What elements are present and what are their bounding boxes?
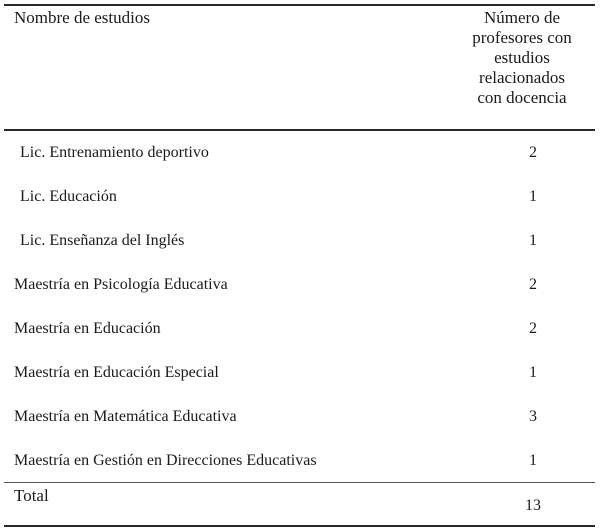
table-row <box>0 273 600 297</box>
teacher-count: 2 <box>529 144 537 161</box>
table-row <box>0 229 600 253</box>
total-count: 13 <box>525 497 541 514</box>
table-row <box>0 449 600 473</box>
study-name: Lic. Entrenamiento deportivo <box>20 144 209 161</box>
teacher-count: 1 <box>529 364 537 381</box>
teacher-count: 1 <box>529 232 537 249</box>
study-name: Maestría en Educación <box>14 320 161 337</box>
table-row <box>0 185 600 209</box>
header-line: Número de <box>483 8 560 27</box>
teacher-count: 1 <box>529 188 537 205</box>
table-bottom-rule <box>4 525 595 527</box>
table-row <box>0 141 600 165</box>
table-top-rule <box>4 4 595 6</box>
header-line: con docencia <box>477 88 567 107</box>
study-name: Maestría en Psicología Educativa <box>14 276 228 293</box>
table-row <box>0 405 600 429</box>
total-separator-rule <box>4 482 595 483</box>
teacher-count: 2 <box>529 320 537 337</box>
teacher-count: 1 <box>529 452 537 469</box>
table-row <box>0 317 600 341</box>
study-name: Maestría en Gestión en Direcciones Educativas <box>14 452 317 469</box>
teacher-count: 2 <box>529 276 537 293</box>
study-name: Lic. Educación <box>20 188 117 205</box>
teacher-count: 3 <box>529 408 537 425</box>
study-name: Lic. Enseñanza del Inglés <box>20 232 185 249</box>
header-line: relacionados <box>479 68 565 87</box>
table-row <box>0 361 600 385</box>
header-line: estudios <box>494 48 550 67</box>
header-rule <box>4 129 595 131</box>
header-teacher-count <box>452 8 592 108</box>
header-line: profesores con <box>472 28 572 47</box>
header-studies-name: Nombre de estudios <box>14 8 150 27</box>
study-name: Maestría en Matemática Educativa <box>14 408 237 425</box>
total-label: Total <box>14 486 49 505</box>
study-name: Maestría en Educación Especial <box>14 364 219 381</box>
